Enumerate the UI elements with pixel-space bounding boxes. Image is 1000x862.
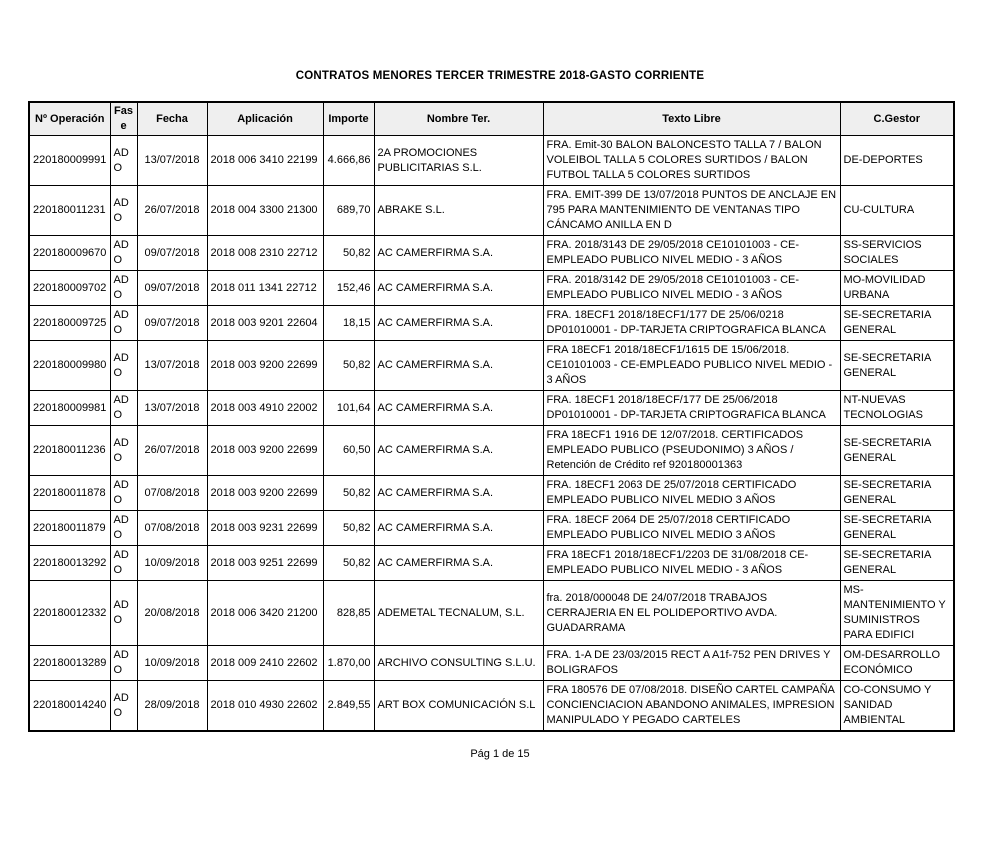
cell-aplicacion: 2018 004 3300 21300	[207, 186, 323, 236]
header-importe: Importe	[323, 102, 374, 136]
cell-fecha: 20/08/2018	[137, 581, 207, 646]
cell-n-operacion: 220180011879	[29, 511, 110, 546]
table-row	[29, 581, 954, 646]
cell-n-operacion: 220180011236	[29, 426, 110, 476]
cell-n-operacion: 220180011231	[29, 186, 110, 236]
cell-importe: 50,82	[323, 341, 374, 391]
cell-nombre-ter: AC CAMERFIRMA S.A.	[374, 341, 543, 391]
cell-importe: 1.870,00	[323, 646, 374, 681]
cell-n-operacion: 220180014240	[29, 681, 110, 732]
cell-importe: 18,15	[323, 306, 374, 341]
table-row	[29, 136, 954, 186]
cell-fase: ADO	[110, 306, 137, 341]
cell-texto-libre: FRA. 18ECF 2064 DE 25/07/2018 CERTIFICADO EMPLEADO PUBLICO NIVEL MEDIO 3 AÑOS	[543, 511, 840, 546]
cell-importe: 828,85	[323, 581, 374, 646]
table-row	[29, 186, 954, 236]
table-row	[29, 391, 954, 426]
cell-c-gestor: SE-SECRETARIA GENERAL	[840, 511, 954, 546]
cell-importe: 4.666,86	[323, 136, 374, 186]
table-row	[29, 341, 954, 391]
cell-aplicacion: 2018 003 9200 22699	[207, 476, 323, 511]
cell-aplicacion: 2018 011 1341 22712	[207, 271, 323, 306]
cell-texto-libre: FRA. 2018/3143 DE 29/05/2018 CE10101003 - CE-EMPLEADO PUBLICO NIVEL MEDIO - 3 AÑOS	[543, 236, 840, 271]
cell-nombre-ter: AC CAMERFIRMA S.A.	[374, 476, 543, 511]
cell-c-gestor: NT-NUEVAS TECNOLOGIAS	[840, 391, 954, 426]
cell-importe: 152,46	[323, 271, 374, 306]
cell-importe: 50,82	[323, 546, 374, 581]
page-title: CONTRATOS MENORES TERCER TRIMESTRE 2018-GASTO CORRIENTE	[295, 70, 705, 82]
cell-fecha: 07/08/2018	[137, 511, 207, 546]
cell-nombre-ter: AC CAMERFIRMA S.A.	[374, 271, 543, 306]
cell-nombre-ter: AC CAMERFIRMA S.A.	[374, 511, 543, 546]
cell-fecha: 10/09/2018	[137, 646, 207, 681]
cell-n-operacion: 220180013289	[29, 646, 110, 681]
cell-texto-libre: FRA 180576 DE 07/08/2018. DISEÑO CARTEL CAMPAÑA CONCIENCIACION ABANDONO ANIMALES, IMPRESION MANIPULADO Y PEGADO CARTELES	[543, 681, 840, 732]
cell-importe: 50,82	[323, 511, 374, 546]
cell-aplicacion: 2018 006 3410 22199	[207, 136, 323, 186]
cell-aplicacion: 2018 003 4910 22002	[207, 391, 323, 426]
cell-nombre-ter: AC CAMERFIRMA S.A.	[374, 306, 543, 341]
cell-aplicacion: 2018 008 2310 22712	[207, 236, 323, 271]
cell-c-gestor: SS-SERVICIOS SOCIALES	[840, 236, 954, 271]
cell-aplicacion: 2018 006 3420 21200	[207, 581, 323, 646]
cell-n-operacion: 220180009980	[29, 341, 110, 391]
cell-nombre-ter: ADEMETAL TECNALUM, S.L.	[374, 581, 543, 646]
cell-aplicacion: 2018 003 9251 22699	[207, 546, 323, 581]
cell-n-operacion: 220180012332	[29, 581, 110, 646]
cell-fecha: 26/07/2018	[137, 426, 207, 476]
header-fecha: Fecha	[137, 102, 207, 136]
table-row	[29, 271, 954, 306]
cell-texto-libre: FRA. Emit-30 BALON BALONCESTO TALLA 7 / BALON VOLEIBOL TALLA 5 COLORES SURTIDOS / BALON FUTBOL TALLA 5 COLORES SURTIDOS	[543, 136, 840, 186]
cell-fase: ADO	[110, 646, 137, 681]
table-row	[29, 476, 954, 511]
cell-nombre-ter: ARCHIVO CONSULTING S.L.U.	[374, 646, 543, 681]
cell-aplicacion: 2018 003 9200 22699	[207, 341, 323, 391]
table-header	[29, 102, 954, 136]
cell-c-gestor: CO-CONSUMO Y SANIDAD AMBIENTAL	[840, 681, 954, 732]
cell-texto-libre: FRA. 1-A DE 23/03/2015 RECT A A1f-752 PEN DRIVES Y BOLIGRAFOS	[543, 646, 840, 681]
cell-n-operacion: 220180013292	[29, 546, 110, 581]
header-nombre-ter: Nombre Ter.	[374, 102, 543, 136]
cell-fecha: 07/08/2018	[137, 476, 207, 511]
cell-aplicacion: 2018 010 4930 22602	[207, 681, 323, 732]
cell-fecha: 09/07/2018	[137, 306, 207, 341]
cell-nombre-ter: ART BOX COMUNICACIÓN S.L	[374, 681, 543, 732]
header-aplicacion: Aplicación	[207, 102, 323, 136]
cell-fase: ADO	[110, 681, 137, 732]
cell-c-gestor: SE-SECRETARIA GENERAL	[840, 341, 954, 391]
cell-aplicacion: 2018 009 2410 22602	[207, 646, 323, 681]
page-number: Pág 1 de 15	[470, 748, 530, 760]
header-texto-libre: Texto Libre	[543, 102, 840, 136]
cell-fecha: 13/07/2018	[137, 341, 207, 391]
cell-nombre-ter: 2A PROMOCIONES PUBLICITARIAS S.L.	[374, 136, 543, 186]
cell-c-gestor: SE-SECRETARIA GENERAL	[840, 426, 954, 476]
cell-importe: 50,82	[323, 236, 374, 271]
cell-aplicacion: 2018 003 9201 22604	[207, 306, 323, 341]
table-body	[29, 136, 954, 732]
cell-n-operacion: 220180009725	[29, 306, 110, 341]
cell-nombre-ter: AC CAMERFIRMA S.A.	[374, 546, 543, 581]
cell-nombre-ter: ABRAKE S.L.	[374, 186, 543, 236]
cell-c-gestor: SE-SECRETARIA GENERAL	[840, 546, 954, 581]
cell-c-gestor: OM-DESARROLLO ECONÓMICO	[840, 646, 954, 681]
table-row	[29, 681, 954, 732]
cell-n-operacion: 220180009670	[29, 236, 110, 271]
cell-fecha: 26/07/2018	[137, 186, 207, 236]
cell-fase: ADO	[110, 391, 137, 426]
table-row	[29, 546, 954, 581]
cell-texto-libre: FRA 18ECF1 2018/18ECF1/1615 DE 15/06/2018. CE10101003 - CE-EMPLEADO PUBLICO NIVEL MEDIO - 3 AÑOS	[543, 341, 840, 391]
cell-c-gestor: MO-MOVILIDAD URBANA	[840, 271, 954, 306]
cell-fecha: 28/09/2018	[137, 681, 207, 732]
cell-texto-libre: FRA 18ECF1 1916 DE 12/07/2018. CERTIFICADOS EMPLEADO PUBLICO (PSEUDONIMO) 3 AÑOS / Retención de Crédito ref 920180001363	[543, 426, 840, 476]
cell-n-operacion: 220180011878	[29, 476, 110, 511]
cell-fase: ADO	[110, 136, 137, 186]
table-row	[29, 511, 954, 546]
cell-importe: 50,82	[323, 476, 374, 511]
cell-fase: ADO	[110, 271, 137, 306]
cell-n-operacion: 220180009981	[29, 391, 110, 426]
cell-fase: ADO	[110, 581, 137, 646]
cell-c-gestor: SE-SECRETARIA GENERAL	[840, 306, 954, 341]
cell-texto-libre: FRA. 18ECF1 2018/18ECF1/177 DE 25/06/0218 DP01010001 - DP-TARJETA CRIPTOGRAFICA BLANCA	[543, 306, 840, 341]
cell-texto-libre: fra. 2018/000048 DE 24/07/2018 TRABAJOS CERRAJERIA EN EL POLIDEPORTIVO AVDA. GUADARRAMA	[543, 581, 840, 646]
cell-fecha: 10/09/2018	[137, 546, 207, 581]
cell-importe: 2.849,55	[323, 681, 374, 732]
table-row	[29, 426, 954, 476]
cell-fase: ADO	[110, 341, 137, 391]
contracts-table	[28, 101, 955, 732]
cell-texto-libre: FRA. 18ECF1 2018/18ECF/177 DE 25/06/2018 DP01010001 - DP-TARJETA CRIPTOGRAFICA BLANCA	[543, 391, 840, 426]
cell-n-operacion: 220180009702	[29, 271, 110, 306]
cell-nombre-ter: AC CAMERFIRMA S.A.	[374, 426, 543, 476]
cell-fase: ADO	[110, 546, 137, 581]
cell-fecha: 13/07/2018	[137, 136, 207, 186]
header-n-operacion: Nº Operación	[29, 102, 110, 136]
header-c-gestor: C.Gestor	[840, 102, 954, 136]
cell-aplicacion: 2018 003 9200 22699	[207, 426, 323, 476]
cell-n-operacion: 220180009991	[29, 136, 110, 186]
cell-c-gestor: CU-CULTURA	[840, 186, 954, 236]
header-fase: Fase	[110, 102, 137, 136]
cell-fase: ADO	[110, 186, 137, 236]
cell-fase: ADO	[110, 476, 137, 511]
cell-fecha: 09/07/2018	[137, 271, 207, 306]
cell-importe: 101,64	[323, 391, 374, 426]
cell-importe: 60,50	[323, 426, 374, 476]
cell-texto-libre: FRA. EMIT-399 DE 13/07/2018 PUNTOS DE ANCLAJE EN 795 PARA MANTENIMIENTO DE VENTANAS TIPO CÁNCAMO ANILLA EN D	[543, 186, 840, 236]
cell-fecha: 09/07/2018	[137, 236, 207, 271]
table-row	[29, 236, 954, 271]
cell-texto-libre: FRA. 2018/3142 DE 29/05/2018 CE10101003 - CE-EMPLEADO PUBLICO NIVEL MEDIO - 3 AÑOS	[543, 271, 840, 306]
cell-fase: ADO	[110, 511, 137, 546]
cell-fase: ADO	[110, 426, 137, 476]
header-row	[29, 102, 954, 136]
cell-fase: ADO	[110, 236, 137, 271]
cell-nombre-ter: AC CAMERFIRMA S.A.	[374, 391, 543, 426]
cell-texto-libre: FRA 18ECF1 2018/18ECF1/2203 DE 31/08/2018 CE-EMPLEADO PUBLICO NIVEL MEDIO - 3 AÑOS	[543, 546, 840, 581]
cell-fecha: 13/07/2018	[137, 391, 207, 426]
cell-importe: 689,70	[323, 186, 374, 236]
cell-c-gestor: SE-SECRETARIA GENERAL	[840, 476, 954, 511]
table-row	[29, 306, 954, 341]
cell-nombre-ter: AC CAMERFIRMA S.A.	[374, 236, 543, 271]
table-row	[29, 646, 954, 681]
cell-texto-libre: FRA. 18ECF1 2063 DE 25/07/2018 CERTIFICADO EMPLEADO PUBLICO NIVEL MEDIO 3 AÑOS	[543, 476, 840, 511]
cell-c-gestor: DE-DEPORTES	[840, 136, 954, 186]
cell-c-gestor: MS-MANTENIMIENTO Y SUMINISTROS PARA EDIFICI	[840, 581, 954, 646]
cell-aplicacion: 2018 003 9231 22699	[207, 511, 323, 546]
